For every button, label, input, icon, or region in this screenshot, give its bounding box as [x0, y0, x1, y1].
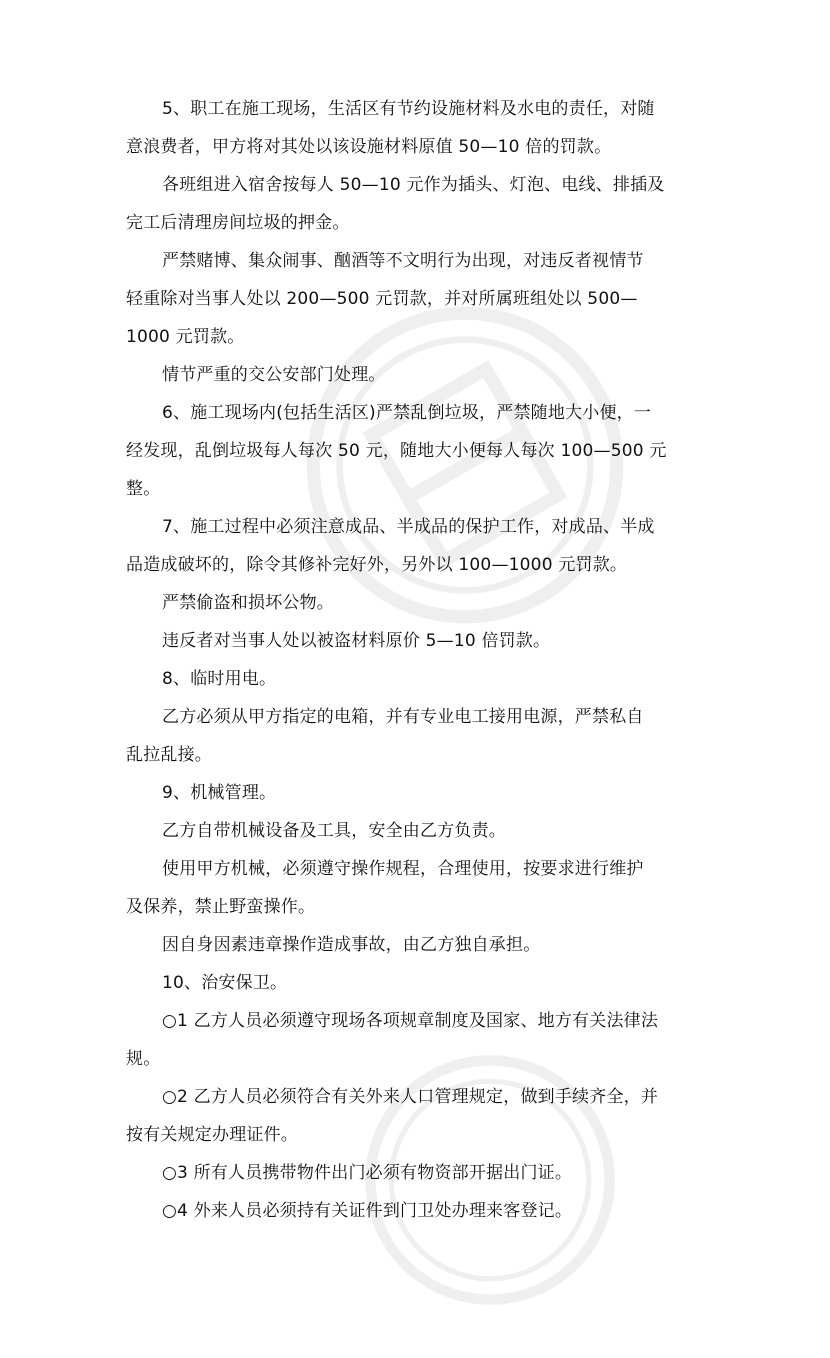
paragraph-line: 轻重除对当事人处以 200—500 元罚款，并对所属班组处以 500—	[126, 289, 638, 309]
paragraph-line: 及保养，禁止野蛮操作。	[126, 897, 316, 917]
paragraph-line: 乙方必须从甲方指定的电箱，并有专业电工接用电源，严禁私自	[162, 707, 644, 727]
paragraph-line: 意浪费者，甲方将对其处以该设施材料原值 50—10 倍的罚款。	[126, 137, 612, 157]
paragraph-line: 乱拉乱接。	[126, 745, 212, 765]
paragraph-line: 因自身因素违章操作造成事故，由乙方独自承担。	[162, 935, 541, 955]
paragraph-line: 各班组进入宿舍按每人 50—10 元作为插头、灯泡、电线、排插及	[162, 175, 665, 195]
paragraph-line: 5、职工在施工现场，生活区有节约设施材料及水电的责任，对随	[162, 99, 655, 119]
paragraph-line: 8、临时用电。	[162, 669, 277, 689]
paragraph-line: 违反者对当事人处以被盗材料原价 5—10 倍罚款。	[162, 631, 551, 651]
paragraph-line: 整。	[126, 479, 161, 499]
paragraph-line: 经发现，乱倒垃圾每人每次 50 元，随地大小便每人每次 100—500 元	[126, 441, 667, 461]
paragraph-line: 品造成破坏的，除令其修补完好外，另外以 100—1000 元罚款。	[126, 555, 628, 575]
paragraph-line: 情节严重的交公安部门处理。	[162, 365, 386, 385]
paragraph-line: 9、机械管理。	[162, 783, 277, 803]
paragraph-line: 乙方自带机械设备及工具，安全由乙方负责。	[162, 821, 506, 841]
paragraph-line: 1000 元罚款。	[126, 327, 245, 347]
paragraph-line: ○1 乙方人员必须遵守现场各项规章制度及国家、地方有关法律法	[162, 1011, 659, 1031]
paragraph-line: 按有关规定办理证件。	[126, 1125, 298, 1145]
paragraph-line: 使用甲方机械，必须遵守操作规程，合理使用，按要求进行维护	[162, 859, 644, 879]
paragraph-line: ○3 所有人员携带物件出门必须有物资部开据出门证。	[162, 1163, 573, 1183]
paragraph-line: 10、治安保卫。	[162, 973, 288, 993]
paragraph-line: 6、施工现场内(包括生活区)严禁乱倒垃圾，严禁随地大小便，一	[162, 403, 652, 423]
paragraph-line: 规。	[126, 1049, 161, 1069]
paragraph-line: 7、施工过程中必须注意成品、半成品的保护工作，对成品、半成	[162, 517, 655, 537]
paragraph-line: 严禁赌博、集众闹事、酗酒等不文明行为出现，对违反者视情节	[162, 251, 644, 271]
paragraph-line: ○4 外来人员必须持有关证件到门卫处办理来客登记。	[162, 1201, 573, 1221]
paragraph-line: 严禁偷盗和损坏公物。	[162, 593, 334, 613]
paragraph-line: ○2 乙方人员必须符合有关外来人口管理规定，做到手续齐全，并	[162, 1087, 659, 1107]
paragraph-line: 完工后清理房间垃圾的押金。	[126, 213, 350, 233]
